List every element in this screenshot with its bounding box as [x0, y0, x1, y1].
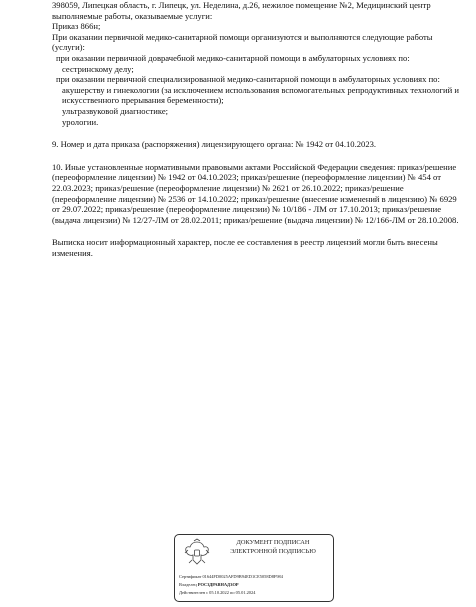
electronic-signature-stamp	[174, 534, 334, 602]
disclaimer-note: Выписка носит информационный характер, после ее составления в реестр лицензий могли быть внесены изменения.	[52, 237, 438, 258]
document-line: при оказании первичной доврачебной медико-санитарной помощи в амбулаторных условиях по:	[56, 52, 410, 63]
stamp-title-line-2: ЭЛЕКТРОННОЙ ПОДПИСЬЮ	[230, 547, 316, 555]
document-line: выполняемые работы, оказываемые услуги:	[52, 10, 213, 21]
owner-label: Владелец	[179, 582, 197, 587]
document-line: При оказании первичной медико-санитарной помощи организуются и выполняются следующие работы (услуги):	[52, 31, 433, 53]
document-line: при оказании первичной специализированной медико-санитарной помощи в амбулаторных условиях по:	[56, 74, 440, 85]
owner-line	[179, 581, 331, 589]
document-body	[52, 0, 462, 258]
document-line: ультразвуковой диагностике;	[62, 105, 169, 116]
stamp-title-line-1: ДОКУМЕНТ ПОДПИСАН	[236, 539, 310, 546]
certificate-number: Сертификат 01644FD0025AFD9B94ED1CE5058D8F984	[179, 574, 283, 579]
document-line: 398059, Липецкая область, г. Липецк, ул. Неделина, д.26, нежилое помещение №2, Медицинский центр	[52, 0, 431, 10]
document-line: Приказ 866н;	[52, 21, 101, 32]
stamp-title	[217, 539, 329, 556]
document-line: урологии.	[62, 116, 99, 127]
document-line: акушерству и гинекологии (за исключением использования вспомогательных репродуктивных технологий и искусственного прерывания беременности);	[62, 84, 459, 106]
owner-name: РОСЗДРАВНАДЗОР	[197, 582, 239, 587]
order-number-section: 9. Номер и дата приказа (распоряжения) лицензирующего органа: № 1942 от 04.10.2023.	[52, 139, 377, 150]
address-and-services-list	[52, 0, 462, 127]
document-line: сестринскому делу;	[62, 63, 134, 74]
other-info-section: 10. Иные установленные нормативными правовыми актами Российской Федерации сведения: приказ/решение (переоформление лицензии) № 1942 от 04.10.2023; приказ/решение (переоформление лицензии) № 454 от 22.03.2023; приказ/решение (переоформление лицензии) № 2621 от 26.10.2022; приказ/решение (переоформление лицензии) № 2536 от 14.10.2022; приказ/решение (внесение изменений в лицензию) № 6929 от 29.07.2022; приказ/решение (переоформление лицензии) № 10/186 - ЛМ от 17.10.2013; приказ/решение (выдача лицензии) № 12/27-ЛМ от 28.02.2011; приказ/решение (выдача лицензии) № 12/166-ЛМ от 28.10.2008.	[52, 161, 459, 225]
stamp-details	[179, 573, 331, 597]
validity-period: Действителен с 05.10.2022 по 05.01.2024	[179, 590, 256, 595]
coat-of-arms-icon	[183, 538, 211, 568]
